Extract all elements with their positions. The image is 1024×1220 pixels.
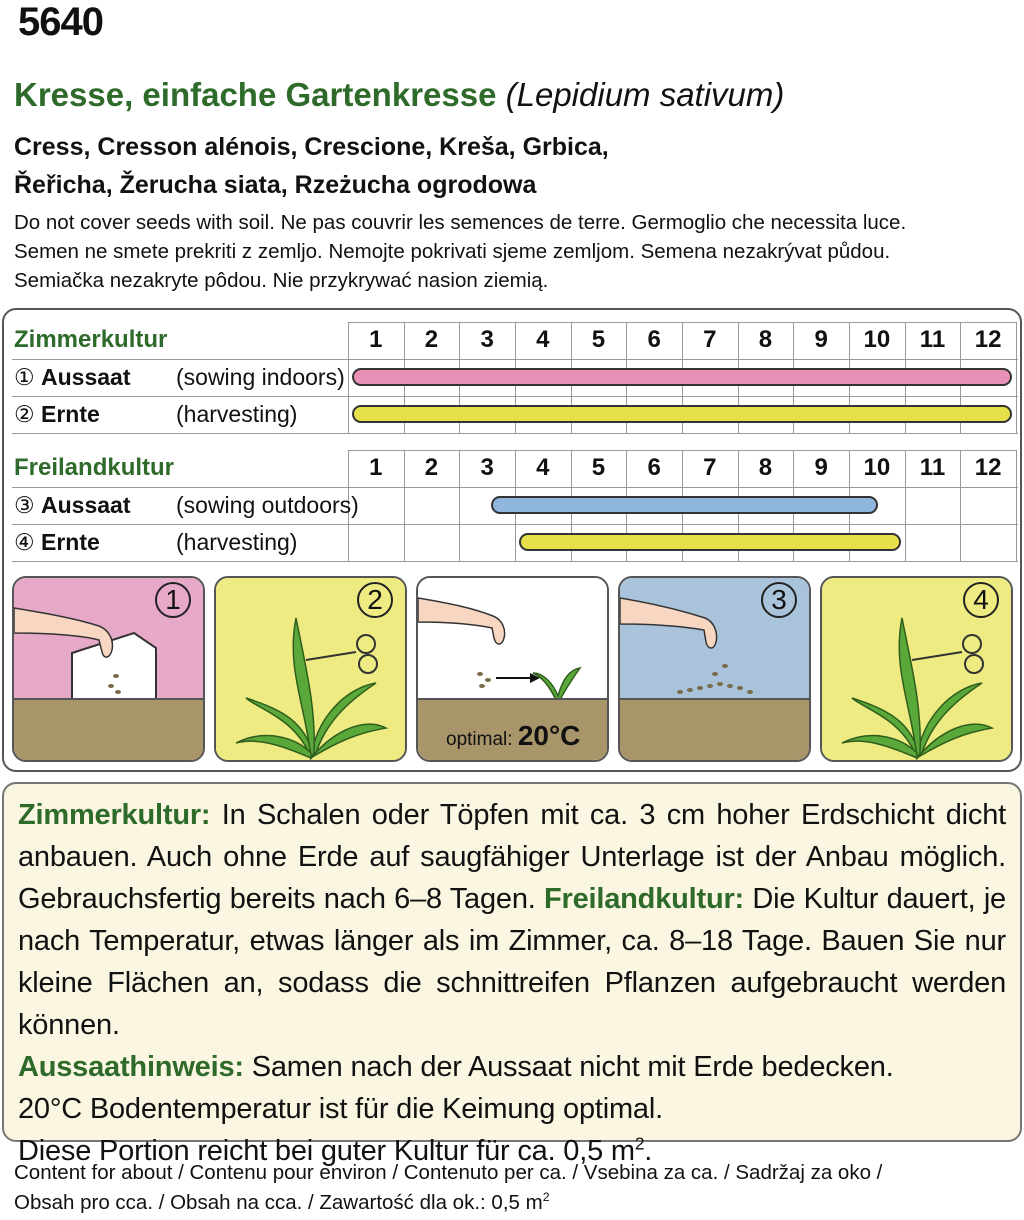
sowing-hint	[18, 1046, 1006, 1088]
month-label: 7	[703, 454, 717, 481]
panel-indoor-harvest	[214, 576, 407, 762]
row-english: (harvesting)	[176, 529, 298, 555]
month-label: 1	[369, 454, 383, 481]
month-label: 11	[919, 454, 946, 481]
title-german: Kresse, einfache Gartenkresse	[14, 76, 497, 113]
period-bar	[352, 368, 1012, 386]
calendar-cell	[905, 524, 961, 561]
month-label: 6	[647, 454, 661, 481]
content-line-2	[14, 1188, 882, 1218]
calendar-cell	[960, 487, 1016, 524]
common-names	[14, 128, 609, 204]
row-divider	[12, 524, 1018, 525]
period-bar	[491, 496, 878, 514]
panel-outdoor-sowing	[618, 576, 811, 762]
content-line-1: Content for about / Contenu pour environ / Contenuto per ca. / Vsebina za ca. / Sadržaj za oko /	[14, 1161, 883, 1184]
calendar-section-label: Freilandkultur	[14, 454, 175, 481]
title-latin: (Lepidium sativum)	[505, 76, 785, 113]
grid-right-border	[1016, 322, 1017, 433]
row-divider	[12, 396, 1018, 397]
content-sup: 2	[542, 1190, 550, 1205]
info-paragraph	[18, 794, 1006, 1046]
note-line-3: Semiačka nezakryte pôdou. Nie przykrywać nasion ziemią.	[14, 269, 549, 292]
panel-number-badge: 3	[761, 582, 797, 618]
month-label: 8	[758, 326, 773, 353]
month-label: 11	[919, 326, 946, 353]
row-marker: ①	[14, 364, 35, 390]
month-label: 9	[814, 454, 828, 481]
month-label: 2	[424, 454, 439, 481]
calendar-cell	[960, 524, 1016, 561]
calendar-cell	[905, 487, 961, 524]
text-sowing-hint: Samen nach der Aussaat nicht mit Erde bedecken.	[243, 1051, 894, 1083]
calendar-cell	[348, 524, 404, 561]
row-divider	[12, 359, 1018, 360]
month-label: 9	[814, 326, 828, 353]
cultivation-info	[2, 782, 1022, 1167]
calendar-section-label: Zimmerkultur	[14, 326, 168, 353]
content-line-2-text: Obsah pro cca. / Obsah na cca. / Zawartość dla ok.: 0,5 m	[14, 1191, 543, 1214]
row-marker: ②	[14, 401, 35, 427]
optimal-temp: 20°C	[517, 720, 581, 751]
month-label: 8	[758, 454, 773, 481]
portion-end: .	[644, 1135, 653, 1167]
row-name: Aussaat	[41, 364, 131, 390]
panel-germination	[416, 576, 609, 762]
sowing-calendar	[2, 308, 1022, 772]
sowing-notes	[14, 208, 906, 295]
heading-outdoor: Freilandkultur:	[544, 883, 745, 915]
calendar-cell	[404, 487, 460, 524]
month-label: 12	[974, 454, 1002, 481]
temperature-note: 20°C Bodentemperatur ist für die Keimung optimal.	[18, 1093, 663, 1125]
panel-number-badge: 1	[155, 582, 191, 618]
row-divider	[12, 561, 1018, 562]
month-label: 7	[703, 326, 717, 353]
period-bar	[519, 533, 901, 551]
soil-layer	[620, 698, 809, 760]
period-bar	[352, 405, 1012, 423]
month-label: 4	[536, 454, 550, 481]
month-label: 5	[591, 454, 606, 481]
calendar-row-label	[14, 401, 298, 428]
calendar-cell	[459, 524, 515, 561]
note-line-1: Do not cover seeds with soil. Ne pas couvrir les semences de terre. Germoglio che necessita luce.	[14, 211, 907, 234]
text-outdoor: Die Kultur dauert, je nach Temperatur, etwas länger als im Zimmer, ca. 8–18 Tage. Bauen Sie nur kleine Flächen an, sodass die schnittreifen Pflanzen aufgebraucht werden können.	[18, 883, 1006, 1041]
row-name: Ernte	[41, 529, 100, 555]
month-label: 10	[863, 454, 891, 481]
note-line-2: Semen ne smete prekriti z zemljo. Nemojte pokrivati sjeme zemljom. Semena nezakrývat půdou.	[14, 240, 891, 263]
panel-number-badge: 2	[357, 582, 393, 618]
optimal-temp-caption	[446, 720, 580, 752]
month-label: 12	[974, 326, 1002, 353]
month-label: 1	[369, 326, 383, 353]
month-label: 5	[591, 326, 606, 353]
row-marker: ④	[14, 529, 35, 555]
month-label: 3	[480, 454, 494, 481]
names-line-1: Cress, Cresson alénois, Crescione, Kreša, Grbica,	[14, 133, 609, 161]
row-english: (sowing outdoors)	[176, 492, 359, 518]
calendar-row-label	[14, 492, 359, 519]
row-marker: ③	[14, 492, 35, 518]
content-statement	[14, 1158, 882, 1218]
row-divider	[12, 433, 1018, 434]
calendar-cell	[404, 524, 460, 561]
product-title	[14, 76, 784, 114]
portion-text: Diese Portion reicht bei guter Kultur für ca. 0,5 m	[18, 1135, 635, 1167]
month-label: 4	[536, 326, 550, 353]
panel-number-badge: 4	[963, 582, 999, 618]
portion-sup: 2	[634, 1133, 645, 1154]
panel-outdoor-harvest	[820, 576, 1013, 762]
grid-right-border	[1016, 450, 1017, 561]
row-english: (harvesting)	[176, 401, 298, 427]
row-name: Aussaat	[41, 492, 131, 518]
text-indoor: In Schalen oder Töpfen mit ca. 3 cm hoher Erdschicht dicht anbauen. Auch ohne Erde auf saugfähiger Unterlage ist der Anbau möglich. Gebrauchsfertig bereits nach 6–8 Tagen.	[18, 799, 1006, 915]
month-label: 10	[863, 326, 891, 353]
calendar-row-label	[14, 529, 298, 556]
optimal-label: optimal:	[446, 729, 513, 750]
heading-indoor: Zimmerkultur:	[18, 799, 211, 831]
calendar-row-label	[14, 364, 345, 391]
month-label: 3	[480, 326, 494, 353]
month-label: 6	[647, 326, 661, 353]
soil-layer	[14, 698, 203, 760]
names-line-2: Řeřicha, Žerucha siata, Rzeżucha ogrodowa	[14, 171, 537, 199]
product-code: 5640	[18, 0, 103, 44]
panel-indoor-sowing	[12, 576, 205, 762]
heading-sowing-hint: Aussaathinweis:	[18, 1051, 244, 1083]
row-divider	[12, 487, 1018, 488]
month-label: 2	[424, 326, 439, 353]
row-english: (sowing indoors)	[176, 364, 345, 390]
row-name: Ernte	[41, 401, 100, 427]
